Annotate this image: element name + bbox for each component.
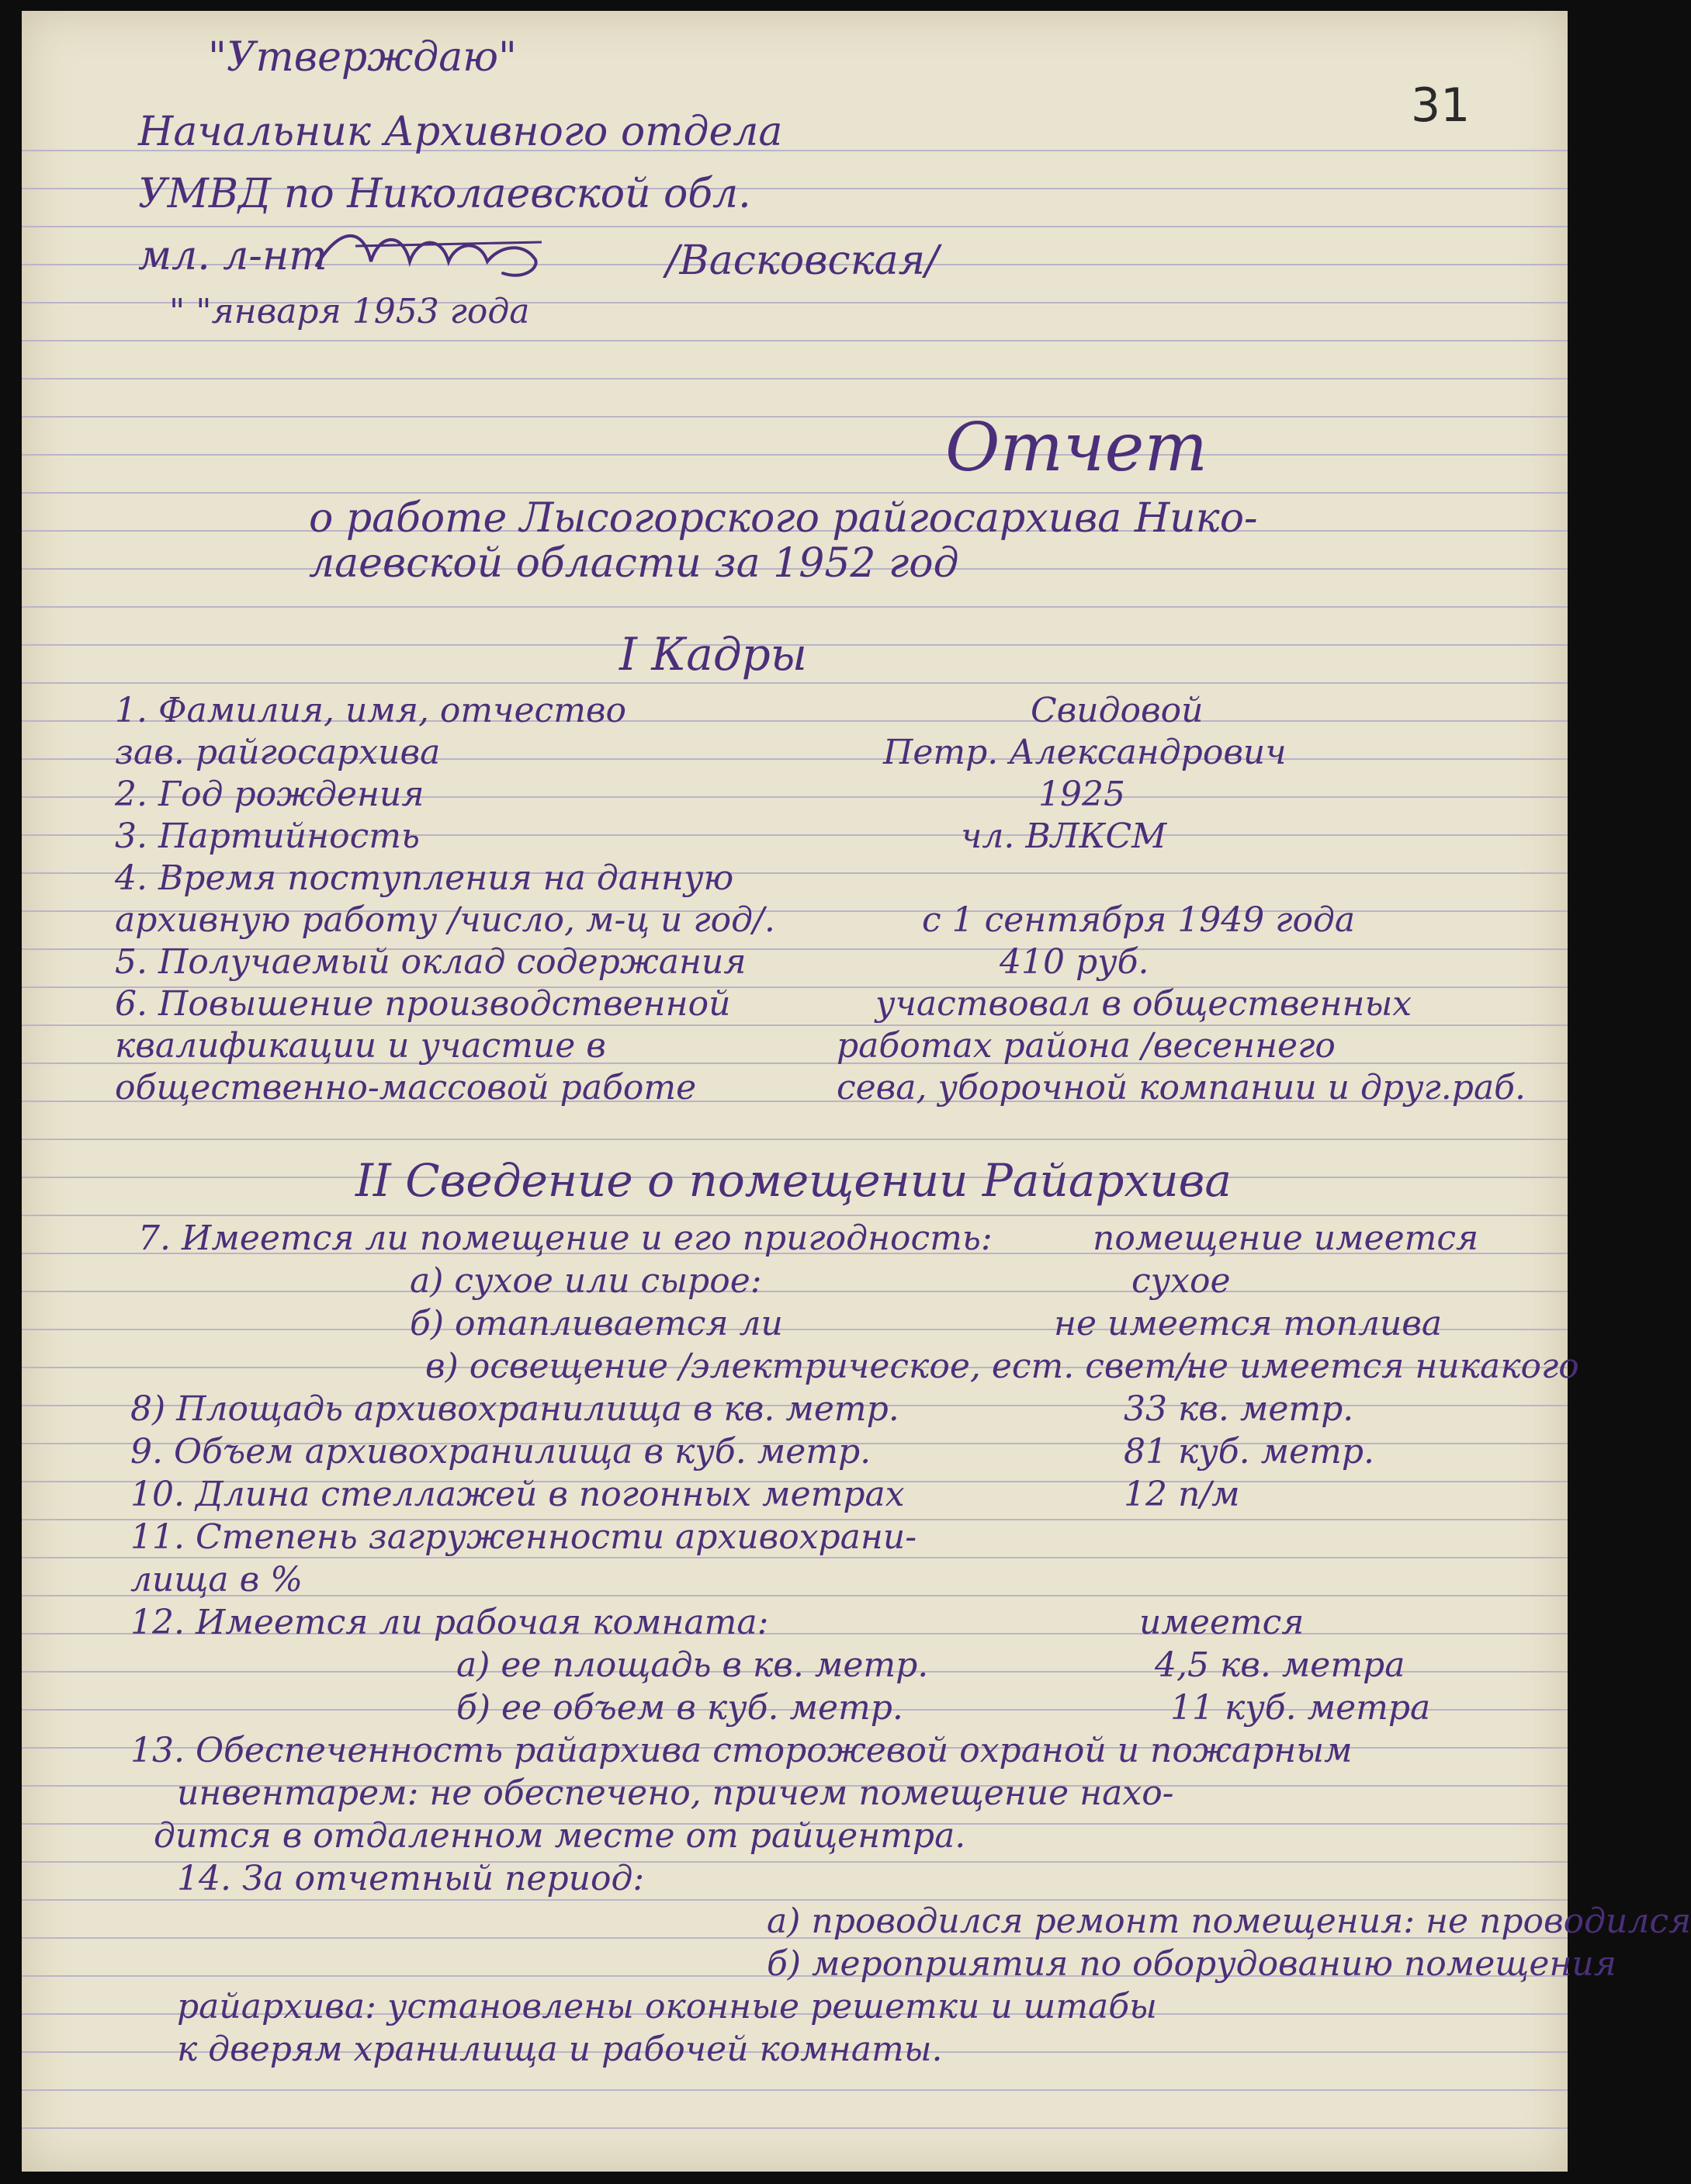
row-label: к дверям хранилища и рабочей комнаты. (177, 2030, 943, 2069)
row-value: 410 руб. (1000, 942, 1149, 982)
approval-position: Начальник Архивного отдела (138, 109, 783, 155)
row-value: сухое (1131, 1261, 1231, 1301)
report-subtitle-1: о работе Лысогорского райгосархива Нико- (309, 495, 1258, 542)
row-label: 13. Обеспеченность райархива сторожевой охраной и пожарным (130, 1731, 1353, 1770)
row-value: не имеется топлива (1054, 1304, 1443, 1343)
section-2-heading: II Сведение о помещении Райархива (355, 1154, 1232, 1207)
row-label: 4. Время поступления на данную (115, 858, 734, 898)
row-value: не имеется никакого (1186, 1347, 1579, 1386)
row-value: 12 п/м (1124, 1475, 1240, 1514)
row-label: а) сухое или сырое: (410, 1261, 762, 1301)
row-value: помещение имеется (1093, 1219, 1479, 1258)
row-value: 81 куб. метр. (1124, 1432, 1374, 1472)
approval-rank: мл. л-нт (138, 233, 327, 279)
row-label: 2. Год рождения (115, 775, 424, 814)
document-page (22, 11, 1691, 2172)
row-value: сева, уборочной компании и друг.раб. (837, 1068, 1526, 1108)
row-value: 1925 (1038, 775, 1125, 814)
row-label: дится в отдаленном месте от райцентра. (154, 1816, 966, 1856)
row-label: 14. За отчетный период: (177, 1859, 645, 1898)
row-label: в) освещение /электрическое, ест. свет/. (425, 1347, 1200, 1386)
row-label: 9. Объем архивохранилища в куб. метр. (130, 1432, 871, 1472)
row-label: 7. Имеется ли помещение и его пригодность: (138, 1219, 993, 1258)
section-1-heading: I Кадры (619, 628, 807, 681)
row-value: с 1 сентября 1949 года (922, 900, 1356, 940)
row-label: инвентарем: не обеспечено, причем помещение нахо- (177, 1773, 1174, 1813)
row-label: квалификации и участие в (115, 1026, 606, 1066)
row-label: б) отапливается ли (410, 1304, 783, 1343)
row-value: 11 куб. метра (1170, 1688, 1431, 1728)
approval-department: УМВД по Николаевской обл. (138, 171, 751, 217)
row-label: зав. райгосархива (115, 733, 441, 772)
row-value: 33 кв. метр. (1124, 1389, 1354, 1429)
row-label: 10. Длина стеллажей в погонных метрах (130, 1475, 905, 1514)
row-value: работах района /весеннего (837, 1026, 1336, 1066)
report-title: Отчет (945, 409, 1208, 487)
row-value: Свидовой (1031, 691, 1204, 730)
row-label: б) ее объем в куб. метр. (456, 1688, 903, 1728)
page-number: 31 (1411, 78, 1471, 133)
row-label: общественно-массовой работе (115, 1068, 697, 1108)
row-value: участвовал в общественных (875, 984, 1412, 1024)
row-label: 12. Имеется ли рабочая комната: (130, 1603, 769, 1642)
row-value: 4,5 кв. метра (1155, 1645, 1405, 1685)
row-label: а) проводился ремонт помещения: не проводился (767, 1901, 1691, 1941)
row-label: 3. Партийность (115, 816, 420, 856)
row-label: 8) Площадь архивохранилища в кв. метр. (130, 1389, 899, 1429)
approval-header: "Утверждаю" (208, 34, 517, 81)
signature-mark (309, 219, 557, 289)
row-value: чл. ВЛКСМ (961, 816, 1167, 856)
approval-name: /Васковская/ (666, 237, 939, 284)
row-label: архивную работу /число, м-ц и год/. (115, 900, 775, 940)
report-subtitle-2: лаевской области за 1952 год (309, 540, 959, 587)
row-value: Петр. Александрович (883, 733, 1287, 772)
row-label: 11. Степень загруженности архивохрани- (130, 1517, 917, 1557)
row-label: райархива: установлены оконные решетки и штабы (177, 1987, 1157, 2026)
row-label: 5. Получаемый оклад содержания (115, 942, 747, 982)
approval-date: " "января 1953 года (169, 292, 530, 331)
row-label: 1. Фамилия, имя, отчество (115, 691, 627, 730)
row-label: а) ее площадь в кв. метр. (456, 1645, 929, 1685)
row-label: лища в % (130, 1560, 303, 1600)
row-label: 6. Повышение производственной (115, 984, 731, 1024)
row-label: б) мероприятия по оборудованию помещения (767, 1944, 1616, 1984)
row-value: имеется (1139, 1603, 1305, 1642)
